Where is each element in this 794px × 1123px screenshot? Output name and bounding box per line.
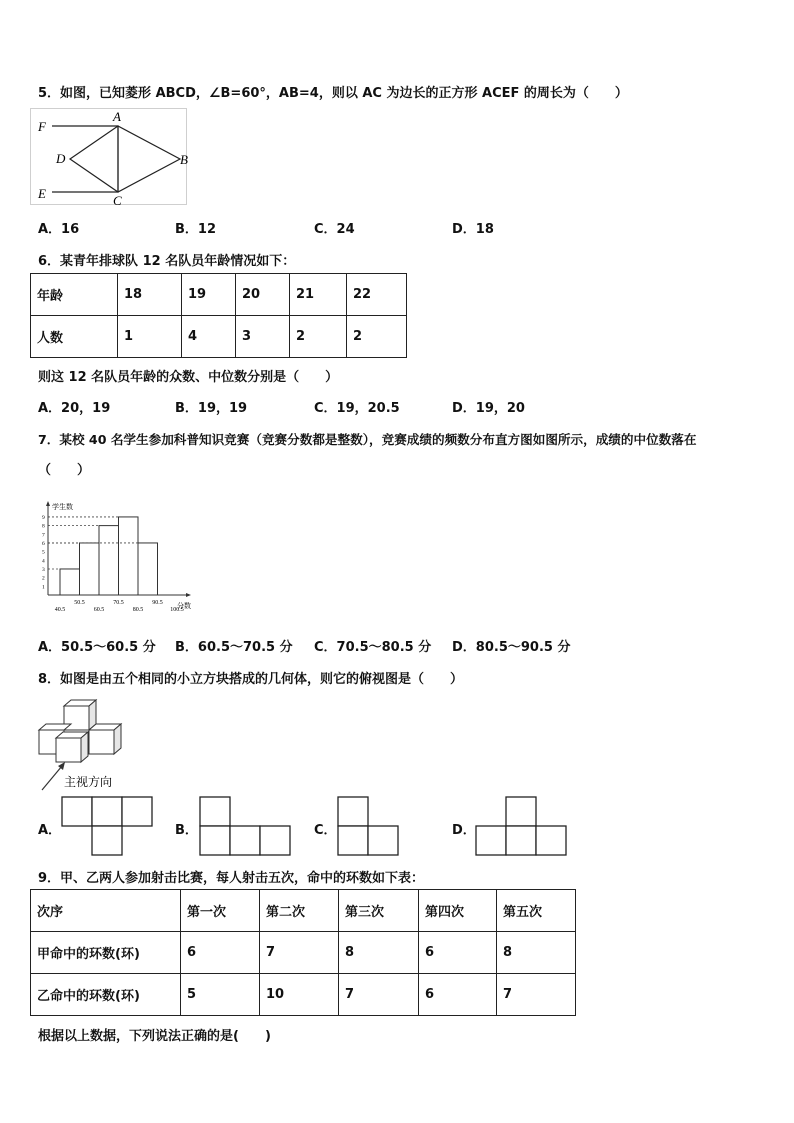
table-cell: 19: [182, 274, 236, 316]
label-C: C: [113, 193, 122, 208]
table-cell: 10: [260, 974, 339, 1016]
x-tick-label: 40.5: [54, 607, 66, 613]
x-tick-label: 80.5: [132, 607, 144, 613]
table-cell: 乙命中的环数(环): [31, 974, 181, 1016]
histogram-bar: [99, 526, 119, 595]
y-tick-label: 6: [42, 540, 45, 547]
q6-option-a[interactable]: A．20，19: [38, 401, 111, 416]
q5-option-c[interactable]: C．24: [314, 222, 355, 237]
q6-option-d[interactable]: D．19，20: [452, 401, 525, 416]
table-cell: 21: [290, 274, 347, 316]
table-cell: 次序: [31, 890, 181, 932]
table-cell: 第三次: [339, 890, 419, 932]
q9-shooting-table: [30, 889, 576, 1016]
q5-rhombus-square-figure: [30, 108, 200, 208]
q7-stem-continued: （ ）: [38, 463, 91, 478]
histogram-bar: [119, 517, 139, 595]
table-cell: 年龄: [31, 274, 118, 316]
y-tick-label: 1: [42, 584, 45, 591]
y-tick-label: 5: [42, 549, 45, 556]
table-row: [31, 974, 576, 1016]
table-row: [31, 932, 576, 974]
table-row: [31, 274, 407, 316]
table-cell: 6: [419, 974, 497, 1016]
q9-question: 根据以上数据，下列说法正确的是( ): [38, 1029, 271, 1044]
q6-age-table: [30, 273, 407, 358]
x-axis-label: 分数: [177, 602, 191, 610]
q6-option-b[interactable]: B．19，19: [175, 401, 248, 416]
table-cell: 7: [260, 932, 339, 974]
q7-option-b[interactable]: B．60.5～70.5 分: [175, 640, 293, 655]
table-cell: 2: [290, 316, 347, 358]
q6-question: 则这 12 名队员年龄的众数、中位数分别是（ ）: [38, 370, 339, 385]
table-cell: 人数: [31, 316, 118, 358]
label-A: A: [113, 109, 121, 124]
table-cell: 3: [236, 316, 290, 358]
x-tick-label: 60.5: [93, 607, 105, 613]
q8-option-c[interactable]: C．: [314, 823, 337, 838]
q7-option-d[interactable]: D．80.5～90.5 分: [452, 640, 571, 655]
y-tick-label: 2: [42, 575, 45, 582]
y-tick-label: 3: [42, 566, 45, 573]
label-B: B: [180, 152, 188, 167]
q8-option-d-figure[interactable]: [474, 795, 568, 857]
q7-option-c[interactable]: C．70.5～80.5 分: [314, 640, 432, 655]
table-cell: 8: [497, 932, 576, 974]
histogram-bar: [138, 543, 158, 595]
table-cell: 7: [339, 974, 419, 1016]
x-tick-label: 90.5: [152, 600, 163, 606]
y-tick-label: 7: [42, 532, 45, 539]
table-cell: 第五次: [497, 890, 576, 932]
label-E: E: [38, 186, 46, 201]
q7-histogram: [38, 500, 208, 618]
rhombus-abcd: [70, 126, 180, 192]
x-tick-label: 50.5: [74, 600, 85, 606]
cube-stack: [39, 700, 121, 762]
q8-option-b-figure[interactable]: [198, 795, 292, 857]
table-row: [31, 316, 407, 358]
table-cell: 第二次: [260, 890, 339, 932]
q9-stem: 9．甲、乙两人参加射击比赛，每人射击五次，命中的环数如下表：: [38, 871, 425, 886]
q5-option-a[interactable]: A．16: [38, 222, 80, 237]
table-cell: 第四次: [419, 890, 497, 932]
table-cell: 8: [339, 932, 419, 974]
histogram-bar: [80, 543, 100, 595]
table-cell: 18: [118, 274, 182, 316]
table-cell: 6: [181, 932, 260, 974]
y-tick-label: 8: [42, 523, 45, 530]
q5-stem: 5．如图，已知菱形 ABCD，∠B=60°，AB=4，则以 AC 为边长的正方形 ACEF 的周长为（ ）: [38, 86, 628, 101]
q8-option-a-figure[interactable]: [60, 795, 154, 857]
q8-option-a[interactable]: A．: [38, 823, 62, 838]
view-direction-arrow: [42, 766, 62, 790]
table-cell: 20: [236, 274, 290, 316]
view-direction-label: 主视方向: [64, 775, 113, 789]
table-cell: 1: [118, 316, 182, 358]
y-tick-label: 4: [42, 558, 45, 565]
q6-stem: 6．某青年排球队 12 名队员年龄情况如下：: [38, 254, 296, 269]
table-cell: 5: [181, 974, 260, 1016]
table-cell: 7: [497, 974, 576, 1016]
x-axis-arrow: [186, 593, 191, 597]
label-F: F: [38, 119, 46, 134]
y-axis-label: 学生数: [52, 503, 73, 511]
table-row: [31, 890, 576, 932]
q8-stem: 8．如图是由五个相同的小立方块搭成的几何体，则它的俯视图是（ ）: [38, 672, 464, 687]
x-tick-label: 70.5: [113, 600, 124, 606]
table-cell: 第一次: [181, 890, 260, 932]
x-tick-label: 100.5: [170, 607, 184, 613]
q7-stem: 7．某校 40 名学生参加科普知识竞赛（竞赛分数都是整数），竞赛成绩的频数分布直方图如图所示，成绩的中位数落在: [38, 432, 697, 447]
label-D: D: [56, 151, 66, 166]
q5-option-b[interactable]: B．12: [175, 222, 216, 237]
q7-option-a[interactable]: A．50.5～60.5 分: [38, 640, 156, 655]
q8-cube-solid-figure: [34, 694, 144, 792]
q8-option-c-figure[interactable]: [336, 795, 402, 857]
q6-option-c[interactable]: C．19，20.5: [314, 401, 400, 416]
q5-option-d[interactable]: D．18: [452, 222, 494, 237]
y-axis-arrow: [46, 501, 50, 506]
histogram-bar: [60, 569, 80, 595]
table-cell: 22: [347, 274, 407, 316]
table-cell: 4: [182, 316, 236, 358]
table-cell: 甲命中的环数(环): [31, 932, 181, 974]
table-cell: 2: [347, 316, 407, 358]
y-tick-label: 9: [42, 514, 45, 521]
q8-option-b[interactable]: B．: [175, 823, 198, 838]
q8-option-d[interactable]: D．: [452, 823, 476, 838]
table-cell: 6: [419, 932, 497, 974]
